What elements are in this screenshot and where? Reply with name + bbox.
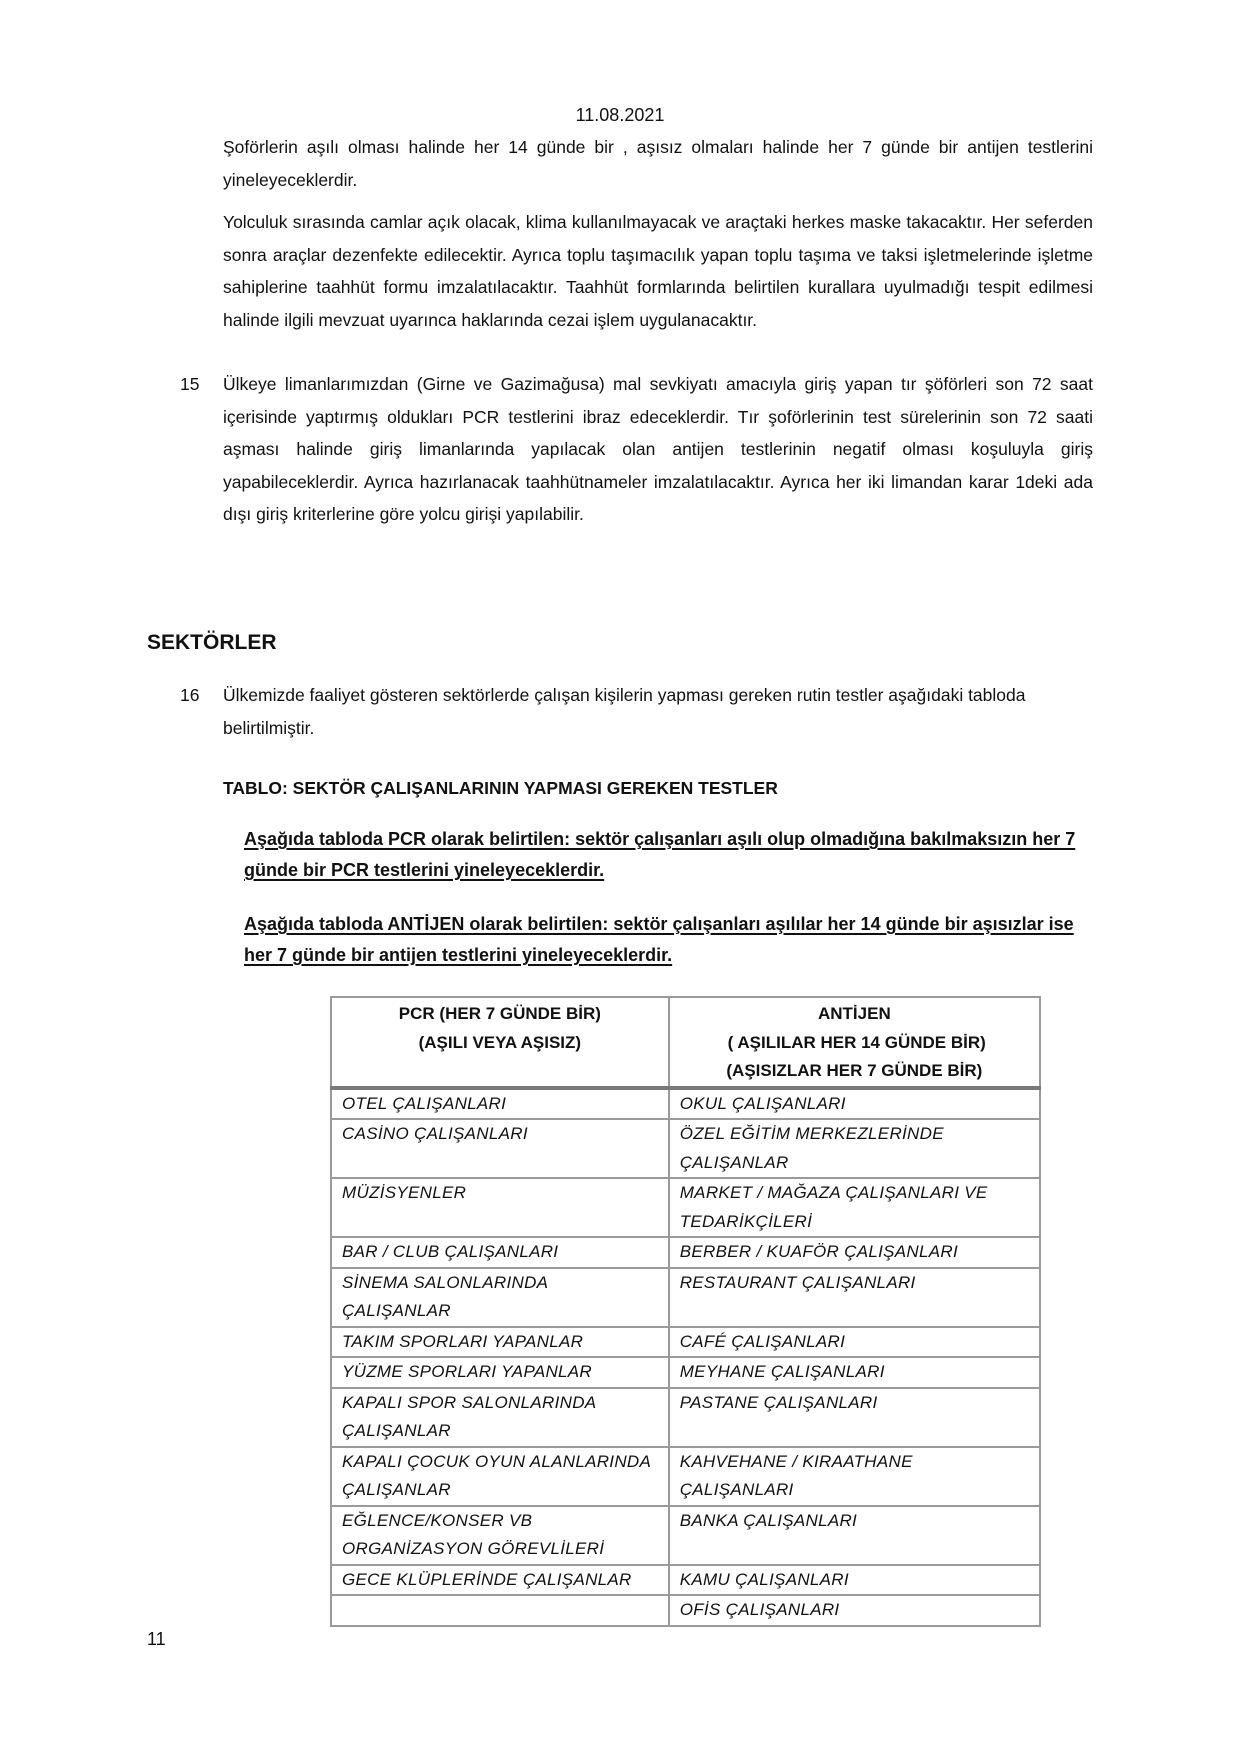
table-row [331, 1595, 1040, 1626]
header-pcr-line-2: (AŞILI VEYA AŞISIZ) [418, 1032, 582, 1052]
pcr-cell: YÜZME SPORLARI YAPANLAR [331, 1357, 669, 1388]
antigen-cell: OFİS ÇALIŞANLARI [669, 1595, 1040, 1626]
page-header-date: 11.08.2021 [575, 105, 665, 125]
header-pcr [331, 997, 669, 1088]
table-row [331, 1565, 1040, 1596]
antigen-cell: BERBER / KUAFÖR ÇALIŞANLARI [669, 1237, 1040, 1268]
table-row [331, 1357, 1040, 1388]
note-pcr: Aşağıda tabloda PCR olarak belirtilen: sektör çalışanları aşılı olup olmadığına bakılmaksızın her 7 günde bir PCR testlerini yineleyeceklerdir. [244, 829, 1076, 880]
section-title: SEKTÖRLER [147, 631, 277, 654]
antigen-cell: CAFÉ ÇALIŞANLARI [669, 1327, 1040, 1358]
antigen-cell: MARKET / MAĞAZA ÇALIŞANLARI VE TEDARİKÇİLERİ [669, 1178, 1040, 1237]
pcr-cell [331, 1595, 669, 1626]
pcr-cell: TAKIM SPORLARI YAPANLAR [331, 1327, 669, 1358]
item-text: Ülkeye limanlarımızdan (Girne ve Gazimağusa) mal sevkiyatı amacıyla giriş yapan tır şöförleri son 72 saat içerisinde yaptırmış oldukları PCR testlerini ibraz edeceklerdir. Tır şoförlerinin test sürelerinin son 72 saati aşması halinde giriş limanlarında yapılacak olan antijen testlerinin negatif olması koşuluyla giriş yapabileceklerdir. Ayrıca hazırlanacak taahhütnameler imzalatılacaktır. Ayrıca her iki limandan karar 1deki ada dışı giriş kriterlerine göre yolcu girişi yapılabilir. [223, 374, 1093, 524]
table-row [331, 1237, 1040, 1268]
item-text: Ülkemizde faaliyet gösteren sektörlerde çalışan kişilerin yapması gereken rutin testler aşağıdaki tabloda belirtilmiştir. [223, 685, 1026, 738]
antigen-cell: ÖZEL EĞİTİM MERKEZLERİNDE ÇALIŞANLAR [669, 1119, 1040, 1178]
antigen-cell: MEYHANE ÇALIŞANLARI [669, 1357, 1040, 1388]
antigen-cell: PASTANE ÇALIŞANLARI [669, 1388, 1040, 1447]
note-antigen: Aşağıda tabloda ANTİJEN olarak belirtilen: sektör çalışanları aşılılar her 14 günde bir aşısızlar ise her 7 günde bir antijen testlerini yineleyeceklerdir. [244, 914, 1074, 965]
pcr-cell: MÜZİSYENLER [331, 1178, 669, 1237]
item-number: 16 [180, 685, 200, 705]
antigen-cell: RESTAURANT ÇALIŞANLARI [669, 1268, 1040, 1327]
list-item-16 [180, 679, 1093, 744]
paragraph-driver-tests: Şoförlerin aşılı olması halinde her 14 günde bir , aşısız olmaları halinde her 7 günde bir antijen testlerini yineleyeceklerdir. [223, 137, 1093, 190]
header-antigen-line-3: (AŞISIZLAR HER 7 GÜNDE BİR) [726, 1061, 983, 1080]
item-number: 15 [180, 374, 200, 394]
pcr-cell: GECE KLÜPLERİNDE ÇALIŞANLAR [331, 1565, 669, 1596]
pcr-cell: CASİNO ÇALIŞANLARI [331, 1119, 669, 1178]
pcr-cell: BAR / CLUB ÇALIŞANLARI [331, 1237, 669, 1268]
header-antigen-line-2: ( AŞILILAR HER 14 GÜNDE BİR) [722, 1032, 986, 1052]
page-number: 11 [147, 1629, 166, 1649]
table-title: TABLO: SEKTÖR ÇALIŞANLARININ YAPMASI GEREKEN TESTLER [223, 778, 778, 798]
header-antigen [669, 997, 1040, 1088]
sector-tests-table [330, 996, 1041, 1627]
list-item-15 [180, 368, 1093, 531]
pcr-cell: SİNEMA SALONLARINDA ÇALIŞANLAR [331, 1268, 669, 1327]
pcr-cell: EĞLENCE/KONSER VB ORGANİZASYON GÖREVLİLERİ [331, 1506, 669, 1565]
antigen-cell: BANKA ÇALIŞANLARI [669, 1506, 1040, 1565]
antigen-cell: KAHVEHANE / KIRAATHANE ÇALIŞANLARI [669, 1447, 1040, 1506]
header-antigen-line-1: ANTİJEN [817, 1004, 891, 1023]
pcr-cell: OTEL ÇALIŞANLARI [331, 1088, 669, 1120]
pcr-cell: KAPALI SPOR SALONLARINDA ÇALIŞANLAR [331, 1388, 669, 1447]
table-row [331, 1178, 1040, 1237]
header-pcr-line-1: PCR (HER 7 GÜNDE BİR) [398, 1004, 601, 1023]
paragraph-travel-rules: Yolculuk sırasında camlar açık olacak, klima kullanılmayacak ve araçtaki herkes maske takacaktır. Her seferden sonra araçlar dezenfekte edilecektir. Ayrıca toplu taşımacılık yapan toplu taşıma ve taksi işletmelerinde işletme sahiplerine taahhüt formu imzalatılacaktır. Taahhüt formlarında belirtilen kurallara uyulmadığı tespit edilmesi halinde ilgili mevzuat uyarınca haklarında cezai işlem uygulanacaktır. [223, 212, 1093, 330]
pcr-cell: KAPALI ÇOCUK OYUN ALANLARINDA ÇALIŞANLAR [331, 1447, 669, 1506]
table-row [331, 1327, 1040, 1358]
table-row [331, 1506, 1040, 1565]
table-row [331, 1388, 1040, 1447]
table-row [331, 1447, 1040, 1506]
antigen-cell: KAMU ÇALIŞANLARI [669, 1565, 1040, 1596]
antigen-cell: OKUL ÇALIŞANLARI [669, 1088, 1040, 1120]
table-row [331, 1268, 1040, 1327]
table-header-row [331, 997, 1040, 1088]
table-row [331, 1119, 1040, 1178]
table-row [331, 1088, 1040, 1120]
